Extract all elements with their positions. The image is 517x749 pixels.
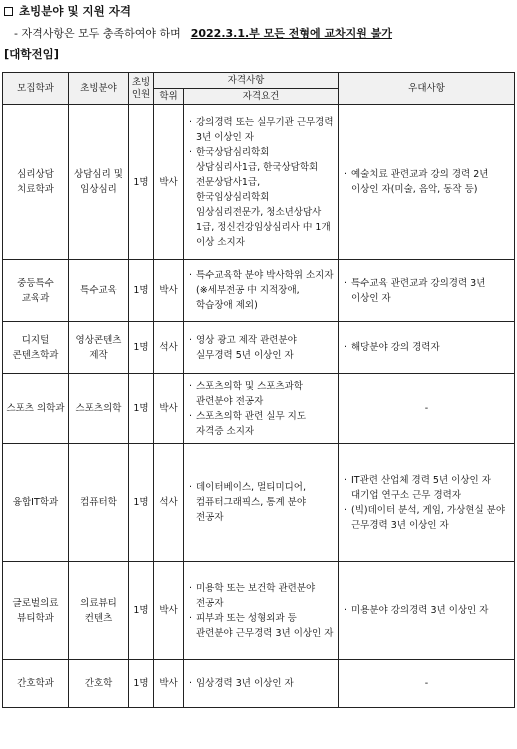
header-qualification: 자격사항 [154,73,339,89]
cell-preference-empty: - [339,660,515,708]
notice-emphasis: 2022.3.1.부 모든 전형에 교차지원 불가 [190,27,393,40]
table-row [3,374,515,444]
requirement-item: · 영상 광고 제작 관련분야 실무경력 5년 이상인 자 [189,333,335,363]
cell-dept: 디지털 콘텐츠학과 [3,322,69,374]
cell-dept: 스포츠 의학과 [3,374,69,444]
cell-requirements [184,105,339,260]
cell-degree: 박사 [154,660,184,708]
cell-dept: 중등특수 교육과 [3,260,69,322]
requirement-item: · 스포츠의학 및 스포츠과학 관련분야 전공자 [189,379,335,409]
requirement-item: · 데이터베이스, 멀티미디어, 컴퓨터그래픽스, 통계 분야 전공자 [189,480,335,525]
cell-count: 1명 [129,374,154,444]
cell-preference [339,444,515,562]
header-dept: 모집학과 [3,73,69,105]
cell-preference [339,322,515,374]
cell-count: 1명 [129,562,154,660]
header-field: 초빙분야 [69,73,129,105]
cell-requirements [184,322,339,374]
cell-requirements [184,562,339,660]
preference-item: · 해당분야 강의 경력자 [344,340,511,355]
header-degree: 학위 [154,89,184,105]
cell-requirements [184,660,339,708]
heading-text: 초빙분야 및 지원 자격 [19,4,131,18]
table-row [3,322,515,374]
table-row [3,105,515,260]
table-row [3,562,515,660]
cell-degree: 박사 [154,105,184,260]
cell-degree: 석사 [154,322,184,374]
cell-count: 1명 [129,444,154,562]
table-row [3,444,515,562]
cell-requirements [184,260,339,322]
cell-degree: 박사 [154,260,184,322]
cell-dept: 심리상담 치료학과 [3,105,69,260]
header-preference: 우대사항 [339,73,515,105]
section-heading [4,2,131,20]
cell-requirements [184,374,339,444]
header-requirements: 자격요건 [184,89,339,105]
cell-degree: 석사 [154,444,184,562]
requirement-item: · 특수교육학 분야 박사학위 소지자(※세부전공 中 지적장애, 학습장애 제외) [189,268,335,313]
requirement-item: · 스포츠의학 관련 실무 지도 자격증 소지자 [189,409,335,439]
preference-item: · 예술치료 관련교과 강의 경력 2년 이상인 자(미술, 음악, 동작 등) [344,167,511,197]
preference-item: · 미용분야 강의경력 3년 이상인 자 [344,603,511,618]
cell-count: 1명 [129,660,154,708]
header-count: 초빙 인원 [129,73,154,105]
preference-item: · 특수교육 관련교과 강의경력 3년 이상인 자 [344,276,511,306]
cell-count: 1명 [129,322,154,374]
cell-preference [339,105,515,260]
requirement-item: · 피부과 또는 성형외과 등 관련분야 근무경력 3년 이상인 자 [189,611,335,641]
cell-degree: 박사 [154,562,184,660]
table-body [3,105,515,708]
cell-field: 영상콘텐츠 제작 [69,322,129,374]
requirement-item: · 강의경력 또는 실무기관 근무경력 3년 이상인 자 [189,115,335,145]
requirement-item: · 미용학 또는 보건학 관련분야 전공자 [189,581,335,611]
requirement-item: · 한국상담심리학회 상담심리사1급, 한국상담학회 전문상담사1급, 한국임상심리학회 임상심리전문가, 청소년상담사 1급, 정신건강임상심리사 中 1개 이상 소지자 [189,145,335,250]
preference-item: · IT관련 산업체 경력 5년 이상인 자 [344,473,511,488]
preference-item: 대기업 연구소 근무 경력자 [351,489,462,501]
requirement-item: · 임상경력 3년 이상인 자 [189,676,335,691]
cell-field: 스포츠의학 [69,374,129,444]
cell-dept: 간호학과 [3,660,69,708]
notice-line [14,24,392,42]
cell-preference [339,260,515,322]
cell-field: 상담심리 및 임상심리 [69,105,129,260]
section-title: [대학전임] [4,47,59,61]
cell-field: 컴퓨터학 [69,444,129,562]
cell-count: 1명 [129,105,154,260]
table-row [3,260,515,322]
cell-dept: 글로벌의료 뷰티학과 [3,562,69,660]
cell-dept: 융합IT학과 [3,444,69,562]
cell-preference [339,562,515,660]
cell-degree: 박사 [154,374,184,444]
cell-requirements [184,444,339,562]
preference-item: · (빅)데이터 분석, 게임, 가상현실 분야 근무경력 3년 이상인 자 [344,503,511,533]
cell-count: 1명 [129,260,154,322]
table-row [3,660,515,708]
cell-preference-empty: - [339,374,515,444]
notice-prefix: - 자격사항은 모두 충족하여야 하며 [14,27,181,40]
recruitment-table [2,72,515,708]
cell-field: 특수교육 [69,260,129,322]
cell-field: 간호학 [69,660,129,708]
cell-field: 의료뷰티 컨텐츠 [69,562,129,660]
checkbox-square-icon [4,7,13,16]
